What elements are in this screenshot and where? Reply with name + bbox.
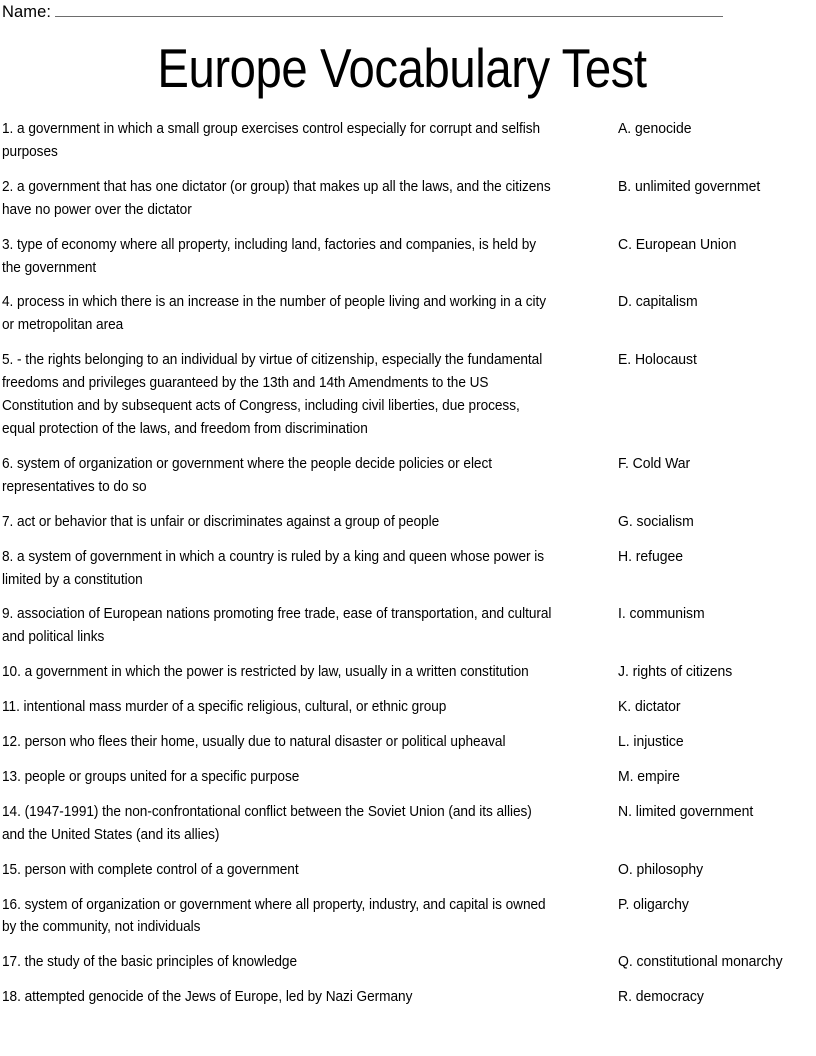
answer-choice[interactable]: F. Cold War (618, 455, 691, 472)
answer-choice[interactable]: R. democracy (618, 989, 704, 1006)
matching-row (2, 731, 802, 754)
answer-choice[interactable]: B. unlimited governmet (618, 178, 761, 195)
question-cell (2, 731, 602, 754)
answer-choice[interactable]: A. genocide (618, 121, 692, 137)
answer-choice[interactable]: K. dictator (618, 699, 681, 716)
question-cell (2, 546, 602, 592)
matching-row (2, 291, 802, 337)
matching-row (2, 234, 802, 280)
answer-cell (602, 986, 802, 1009)
matching-row (2, 766, 802, 789)
answer-cell (602, 546, 802, 569)
matching-row (2, 986, 802, 1009)
name-row (2, 0, 802, 24)
answer-choice[interactable]: P. oligarchy (618, 896, 689, 913)
answer-choice[interactable]: Q. constitutional monarchy (618, 954, 783, 971)
matching-row (2, 696, 802, 719)
matching-row (2, 859, 802, 882)
answer-choice[interactable]: M. empire (618, 768, 680, 785)
answer-cell (602, 118, 802, 141)
question-text: 10. a government in which the power is restricted by law, usually in a written constitution (2, 664, 529, 681)
answer-choice[interactable]: E. Holocaust (618, 352, 697, 369)
question-cell (2, 511, 602, 534)
name-label: Name: (2, 3, 52, 21)
matching-row (2, 511, 802, 534)
question-cell (2, 801, 602, 847)
question-cell (2, 453, 602, 499)
question-text: 11. intentional mass murder of a specific religious, cultural, or ethnic group (2, 699, 447, 716)
question-text: 13. people or groups united for a specific purpose (2, 768, 300, 785)
question-cell (2, 894, 602, 940)
question-text: 7. act or behavior that is unfair or discriminates against a group of people (2, 513, 440, 530)
answer-cell (602, 176, 802, 199)
matching-row (2, 118, 802, 164)
matching-row (2, 661, 802, 684)
question-text: 17. the study of the basic principles of knowledge (2, 954, 298, 971)
question-text: 8. a system of government in which a country is ruled by a king and queen whose power is limited by a constitution (2, 548, 544, 588)
question-cell (2, 859, 602, 882)
matching-row (2, 176, 802, 222)
answer-cell (602, 349, 802, 372)
question-cell (2, 291, 602, 337)
answer-cell (602, 766, 802, 789)
answer-choice[interactable]: G. socialism (618, 513, 694, 530)
answer-choice[interactable]: D. capitalism (618, 294, 698, 311)
question-text: 1. a government in which a small group exercises control especially for corrupt and selfish purposes (2, 121, 541, 160)
question-text: 9. association of European nations promoting free trade, ease of transportation, and cultural and political links (2, 606, 552, 646)
answer-cell (602, 511, 802, 534)
question-cell (2, 951, 602, 974)
question-text: 4. process in which there is an increase in the number of people living and working in a city or metropolitan area (2, 294, 547, 334)
answer-cell (602, 453, 802, 476)
question-cell (2, 234, 602, 280)
answer-cell (602, 603, 802, 626)
answer-cell (602, 291, 802, 314)
matching-row (2, 801, 802, 847)
question-cell (2, 766, 602, 789)
answer-choice[interactable]: C. European Union (618, 236, 737, 253)
answer-cell (602, 801, 802, 824)
question-cell (2, 176, 602, 222)
matching-row (2, 453, 802, 499)
matching-row (2, 349, 802, 441)
answer-cell (602, 731, 802, 754)
matching-row (2, 546, 802, 592)
answer-choice[interactable]: I. communism (618, 606, 705, 623)
question-cell (2, 986, 602, 1009)
matching-list (2, 118, 802, 1009)
answer-cell (602, 951, 802, 974)
answer-choice[interactable]: O. philosophy (618, 861, 704, 878)
question-cell (2, 661, 602, 684)
question-text: 14. (1947-1991) the non-confrontational conflict between the Soviet Union (and its allies) and the United States (and its allies) (2, 803, 532, 843)
question-text: 18. attempted genocide of the Jews of Europe, led by Nazi Germany (2, 989, 413, 1006)
question-text: 2. a government that has one dictator (or group) that makes up all the laws, and the citizens have no power over the dictator (2, 178, 551, 218)
answer-choice[interactable]: J. rights of citizens (618, 664, 733, 681)
matching-row (2, 894, 802, 940)
question-text: 5. - the rights belonging to an individual by virtue of citizenship, especially the fundamental freedoms and privileges guaranteed by the 13th and 14th Amendments to the US Constitution and by subsequent acts of Congress, including civil liberties, due process, equal protection of the laws, and freedom from discrimination (2, 352, 543, 437)
answer-cell (602, 859, 802, 882)
matching-row (2, 603, 802, 649)
question-text: 6. system of organization or government where the people decide policies or elect representatives to do so (2, 455, 492, 495)
question-text: 15. person with complete control of a government (2, 861, 299, 878)
question-cell (2, 696, 602, 719)
answer-cell (602, 661, 802, 684)
matching-row (2, 951, 802, 974)
question-cell (2, 118, 602, 164)
question-text: 12. person who flees their home, usually due to natural disaster or political upheaval (2, 734, 506, 751)
answer-cell (602, 894, 802, 917)
name-blank-line[interactable] (55, 2, 723, 17)
question-text: 16. system of organization or government where all property, industry, and capital is owned by the community, not individuals (2, 896, 546, 936)
page-title: Europe Vocabulary Test (157, 37, 647, 99)
question-text: 3. type of economy where all property, including land, factories and companies, is held by the government (2, 236, 537, 276)
answer-cell (602, 696, 802, 719)
answer-choice[interactable]: H. refugee (618, 548, 683, 565)
answer-cell (602, 234, 802, 257)
question-cell (2, 349, 602, 441)
question-cell (2, 603, 602, 649)
answer-choice[interactable]: L. injustice (618, 734, 684, 751)
answer-choice[interactable]: N. limited government (618, 803, 754, 820)
